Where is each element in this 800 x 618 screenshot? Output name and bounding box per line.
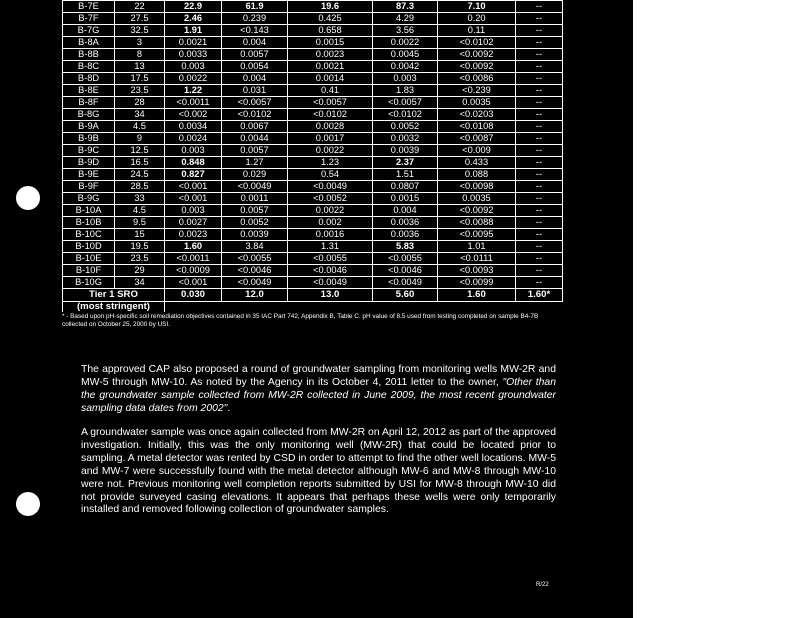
result-cell: 0.0022 — [288, 145, 373, 157]
result-cell: 3.84 — [222, 241, 288, 253]
result-cell: 0.0036 — [373, 217, 438, 229]
result-cell: 0.004 — [222, 73, 288, 85]
result-cell: <0.001 — [165, 181, 222, 193]
sample-id-cell: B-9C — [63, 145, 115, 157]
table-row — [63, 253, 563, 265]
sample-id-cell: B-10F — [63, 265, 115, 277]
result-cell: 0.0057 — [222, 145, 288, 157]
result-cell: 0.0023 — [165, 229, 222, 241]
result-cell: <0.001 — [165, 193, 222, 205]
sample-id-cell: B-8C — [63, 61, 115, 73]
paragraph-1-tail: . — [227, 402, 231, 414]
result-cell: 7.10 — [438, 1, 516, 13]
table-row — [63, 25, 563, 37]
result-cell: <0.0102 — [288, 109, 373, 121]
sample-id-cell: B-10A — [63, 205, 115, 217]
table-row — [63, 205, 563, 217]
result-cell: -- — [516, 37, 563, 49]
depth-cell: 28 — [115, 97, 165, 109]
result-cell: 3.56 — [373, 25, 438, 37]
result-cell: 0.0045 — [373, 49, 438, 61]
result-cell: 0.0067 — [222, 121, 288, 133]
result-cell: 0.0016 — [288, 229, 373, 241]
result-cell: 0.0035 — [438, 97, 516, 109]
result-cell: 0.0021 — [165, 37, 222, 49]
result-cell: 0.002 — [288, 217, 373, 229]
sample-id-cell: B-10C — [63, 229, 115, 241]
result-cell: 1.01 — [438, 241, 516, 253]
result-cell: -- — [516, 97, 563, 109]
table-row — [63, 97, 563, 109]
result-cell: <0.0011 — [165, 253, 222, 265]
result-cell: -- — [516, 265, 563, 277]
table-footnote: * - Based upon pH-specific soil remediation objectives contained in 35 IAC Part 742, Appendix B, Table C. pH value of 8.5 used from testing completed on sample B4-7B collected on October 25, 2000 by USI. — [62, 313, 539, 328]
result-cell: -- — [516, 277, 563, 289]
result-cell: -- — [516, 205, 563, 217]
result-cell: 0.0042 — [373, 61, 438, 73]
result-cell: 1.22 — [165, 85, 222, 97]
depth-cell: 4.5 — [115, 205, 165, 217]
result-cell: -- — [516, 121, 563, 133]
result-cell: <0.0049 — [288, 181, 373, 193]
result-cell: <0.0098 — [438, 181, 516, 193]
result-cell: 0.0054 — [222, 61, 288, 73]
result-cell: 0.0023 — [288, 49, 373, 61]
depth-cell: 9.5 — [115, 217, 165, 229]
result-cell: 0.0032 — [373, 133, 438, 145]
depth-cell: 34 — [115, 109, 165, 121]
tier1-sro-value: 13.0 — [288, 289, 373, 302]
table-row — [63, 229, 563, 241]
result-cell: 0.658 — [288, 25, 373, 37]
result-cell: 4.29 — [373, 13, 438, 25]
depth-cell: 22 — [115, 1, 165, 13]
table-row — [63, 145, 563, 157]
result-cell: 0.0022 — [288, 205, 373, 217]
results-section — [62, 0, 562, 329]
depth-cell: 17.5 — [115, 73, 165, 85]
depth-cell: 24.5 — [115, 169, 165, 181]
table-row — [63, 61, 563, 73]
result-cell: <0.0055 — [288, 253, 373, 265]
depth-cell: 29 — [115, 265, 165, 277]
result-cell: <0.0093 — [438, 265, 516, 277]
depth-cell: 16.5 — [115, 157, 165, 169]
result-cell: -- — [516, 193, 563, 205]
result-cell: 0.088 — [438, 169, 516, 181]
tier1-sro-value: 1.60 — [438, 289, 516, 302]
result-cell: <0.0049 — [288, 277, 373, 289]
result-cell: -- — [516, 181, 563, 193]
punch-hole-bottom — [16, 492, 40, 516]
result-cell: 0.0014 — [288, 73, 373, 85]
result-cell: <0.002 — [165, 109, 222, 121]
depth-cell: 13 — [115, 61, 165, 73]
result-cell: -- — [516, 13, 563, 25]
table-row — [63, 241, 563, 253]
result-cell: 0.239 — [222, 13, 288, 25]
paragraph-1-lead: The approved CAP also proposed a round of groundwater sampling from monitoring wells MW-2R and MW-5 through MW-10. As noted by the Agency in its October 4, 2011 letter to the owner, — [81, 364, 556, 388]
table-row — [63, 13, 563, 25]
depth-cell: 23.5 — [115, 85, 165, 97]
result-cell: 0.0015 — [373, 193, 438, 205]
result-cell: -- — [516, 229, 563, 241]
result-cell: 0.0027 — [165, 217, 222, 229]
result-cell: <0.0086 — [438, 73, 516, 85]
agency-quote: "Other than the groundwater sample collected from MW-2R collected in June 2009, the most recent groundwater sampling data dates from 2002" — [81, 376, 556, 414]
result-cell: 2.46 — [165, 13, 222, 25]
depth-cell: 27.5 — [115, 13, 165, 25]
table-row — [63, 121, 563, 133]
page-mark: R/22 — [536, 582, 549, 588]
table-row — [63, 193, 563, 205]
tier1-sro-value: 5.60 — [373, 289, 438, 302]
depth-cell: 34 — [115, 277, 165, 289]
result-cell: <0.0102 — [373, 109, 438, 121]
result-cell: -- — [516, 1, 563, 13]
result-cell: <0.0057 — [222, 97, 288, 109]
result-cell: -- — [516, 25, 563, 37]
result-cell: -- — [516, 49, 563, 61]
result-cell: 0.0039 — [222, 229, 288, 241]
result-cell: <0.0092 — [438, 49, 516, 61]
depth-cell: 9 — [115, 133, 165, 145]
result-cell: 0.433 — [438, 157, 516, 169]
result-cell: 0.0057 — [222, 49, 288, 61]
result-cell: <0.0046 — [222, 265, 288, 277]
result-cell: <0.0088 — [438, 217, 516, 229]
result-cell: <0.0099 — [438, 277, 516, 289]
sample-id-cell: B-7E — [63, 1, 115, 13]
result-cell: 5.83 — [373, 241, 438, 253]
depth-cell: 32.5 — [115, 25, 165, 37]
table-row — [63, 157, 563, 169]
result-cell: 1.23 — [288, 157, 373, 169]
result-cell: 0.0052 — [373, 121, 438, 133]
table-row — [63, 277, 563, 289]
table-row — [63, 49, 563, 61]
tier1-sro-sublabel: (most stringent) — [63, 302, 165, 313]
sample-id-cell: B-9G — [63, 193, 115, 205]
result-cell: 0.0044 — [222, 133, 288, 145]
result-cell: 0.0021 — [288, 61, 373, 73]
result-cell: 61.9 — [222, 1, 288, 13]
result-cell: -- — [516, 169, 563, 181]
result-cell: 1.27 — [222, 157, 288, 169]
sample-id-cell: B-9B — [63, 133, 115, 145]
result-cell: <0.009 — [438, 145, 516, 157]
result-cell: 87.3 — [373, 1, 438, 13]
result-cell: <0.0049 — [222, 181, 288, 193]
tier1-sro-value: 12.0 — [222, 289, 288, 302]
result-cell: -- — [516, 253, 563, 265]
result-cell: <0.0108 — [438, 121, 516, 133]
table-row — [63, 265, 563, 277]
result-cell: <0.0049 — [373, 277, 438, 289]
result-cell: 0.0033 — [165, 49, 222, 61]
result-cell: 0.0022 — [373, 37, 438, 49]
result-cell: 0.848 — [165, 157, 222, 169]
result-cell: <0.0092 — [438, 205, 516, 217]
table-row — [63, 133, 563, 145]
result-cell: 0.11 — [438, 25, 516, 37]
sample-id-cell: B-8A — [63, 37, 115, 49]
sample-id-cell: B-10G — [63, 277, 115, 289]
result-cell: <0.143 — [222, 25, 288, 37]
tier1-sro-spacer — [165, 302, 563, 313]
sample-id-cell: B-10E — [63, 253, 115, 265]
sample-id-cell: B-7G — [63, 25, 115, 37]
sample-id-cell: B-10B — [63, 217, 115, 229]
depth-cell: 33 — [115, 193, 165, 205]
result-cell: -- — [516, 85, 563, 97]
depth-cell: 15 — [115, 229, 165, 241]
result-cell: 2.37 — [373, 157, 438, 169]
result-cell: 0.41 — [288, 85, 373, 97]
sample-id-cell: B-8F — [63, 97, 115, 109]
depth-cell: 3 — [115, 37, 165, 49]
result-cell: 0.0028 — [288, 121, 373, 133]
result-cell: 1.83 — [373, 85, 438, 97]
result-cell: -- — [516, 217, 563, 229]
sample-id-cell: B-9E — [63, 169, 115, 181]
tier1-sro-subrow — [63, 302, 563, 313]
result-cell: <0.0095 — [438, 229, 516, 241]
result-cell: <0.0055 — [222, 253, 288, 265]
sample-id-cell: B-9A — [63, 121, 115, 133]
sample-id-cell: B-10D — [63, 241, 115, 253]
sample-id-cell: B-8B — [63, 49, 115, 61]
table-row — [63, 109, 563, 121]
tier1-sro-label: Tier 1 SRO — [63, 289, 165, 302]
punch-hole-top — [16, 186, 40, 210]
result-cell: <0.0011 — [165, 97, 222, 109]
result-cell: <0.0087 — [438, 133, 516, 145]
result-cell: 0.0011 — [222, 193, 288, 205]
result-cell: 0.004 — [373, 205, 438, 217]
depth-cell: 19.5 — [115, 241, 165, 253]
paragraph-groundwater-cap — [81, 364, 556, 416]
result-cell: -- — [516, 133, 563, 145]
result-cell: 0.0017 — [288, 133, 373, 145]
result-cell: -- — [516, 109, 563, 121]
table-row — [63, 169, 563, 181]
result-cell: 0.004 — [222, 37, 288, 49]
result-cell: <0.0092 — [438, 61, 516, 73]
result-cell: <0.0057 — [373, 97, 438, 109]
result-cell: <0.0055 — [373, 253, 438, 265]
result-cell: 0.031 — [222, 85, 288, 97]
result-cell: <0.0203 — [438, 109, 516, 121]
result-cell: 0.0052 — [222, 217, 288, 229]
result-cell: 0.20 — [438, 13, 516, 25]
result-cell: <0.0049 — [222, 277, 288, 289]
table-row — [63, 181, 563, 193]
result-cell: <0.0102 — [222, 109, 288, 121]
result-cell: <0.0052 — [288, 193, 373, 205]
sample-id-cell: B-9F — [63, 181, 115, 193]
sample-id-cell: B-8G — [63, 109, 115, 121]
sample-id-cell: B-8E — [63, 85, 115, 97]
table-row — [63, 37, 563, 49]
result-cell: 0.003 — [165, 145, 222, 157]
result-cell: 1.91 — [165, 25, 222, 37]
result-cell: <0.0102 — [438, 37, 516, 49]
result-cell: 0.0807 — [373, 181, 438, 193]
depth-cell: 4.5 — [115, 121, 165, 133]
result-cell: <0.0057 — [288, 97, 373, 109]
tier1-sro-row — [63, 289, 563, 302]
result-cell: 1.51 — [373, 169, 438, 181]
result-cell: 0.0022 — [165, 73, 222, 85]
result-cell: <0.0046 — [288, 265, 373, 277]
result-cell: <0.0046 — [373, 265, 438, 277]
result-cell: -- — [516, 145, 563, 157]
soil-results-table — [62, 0, 563, 312]
table-row — [63, 217, 563, 229]
depth-cell: 8 — [115, 49, 165, 61]
results-table-body — [63, 1, 563, 313]
result-cell: 0.0039 — [373, 145, 438, 157]
result-cell: <0.0111 — [438, 253, 516, 265]
result-cell: 1.31 — [288, 241, 373, 253]
tier1-sro-value: 1.60* — [516, 289, 563, 302]
result-cell: 0.029 — [222, 169, 288, 181]
result-cell: 0.003 — [165, 205, 222, 217]
result-cell: 22.9 — [165, 1, 222, 13]
result-cell: -- — [516, 157, 563, 169]
result-cell: 0.0015 — [288, 37, 373, 49]
result-cell: 19.6 — [288, 1, 373, 13]
table-row — [63, 1, 563, 13]
depth-cell: 12.5 — [115, 145, 165, 157]
result-cell: -- — [516, 241, 563, 253]
result-cell: -- — [516, 61, 563, 73]
depth-cell: 23.5 — [115, 253, 165, 265]
result-cell: 0.0035 — [438, 193, 516, 205]
result-cell: 0.0036 — [373, 229, 438, 241]
result-cell: <0.0009 — [165, 265, 222, 277]
result-cell: 0.827 — [165, 169, 222, 181]
depth-cell: 28.5 — [115, 181, 165, 193]
sample-id-cell: B-7F — [63, 13, 115, 25]
sample-id-cell: B-8D — [63, 73, 115, 85]
result-cell: 0.0024 — [165, 133, 222, 145]
sample-id-cell: B-9D — [63, 157, 115, 169]
result-cell: 1.60 — [165, 241, 222, 253]
result-cell: 0.003 — [373, 73, 438, 85]
result-cell: -- — [516, 73, 563, 85]
result-cell: 0.0034 — [165, 121, 222, 133]
table-row — [63, 85, 563, 97]
result-cell: 0.54 — [288, 169, 373, 181]
result-cell: 0.0057 — [222, 205, 288, 217]
result-cell: 0.425 — [288, 13, 373, 25]
result-cell: 0.003 — [165, 61, 222, 73]
result-cell: <0.239 — [438, 85, 516, 97]
result-cell: <0.001 — [165, 277, 222, 289]
paragraph-groundwater-sampling: A groundwater sample was once again collected from MW-2R on April 12, 2012 as part of the approved investigation. Initially, this was the only monitoring well (MW-2R) that could be located prior to sampling. A metal detector was rented by CSD in order to attempt to find the other well locations. MW-5 and MW-7 were successfully found with the metal detector although MW-6 and MW-8 through MW-10 were not. Previous monitoring well completion reports submitted by USI for MW-8 through MW-10 did not provide surveyed casing elevations. It appears that perhaps these wells were only temporarily installed and removed following collection of groundwater samples. — [81, 427, 556, 516]
table-row — [63, 73, 563, 85]
tier1-sro-value: 0.030 — [165, 289, 222, 302]
